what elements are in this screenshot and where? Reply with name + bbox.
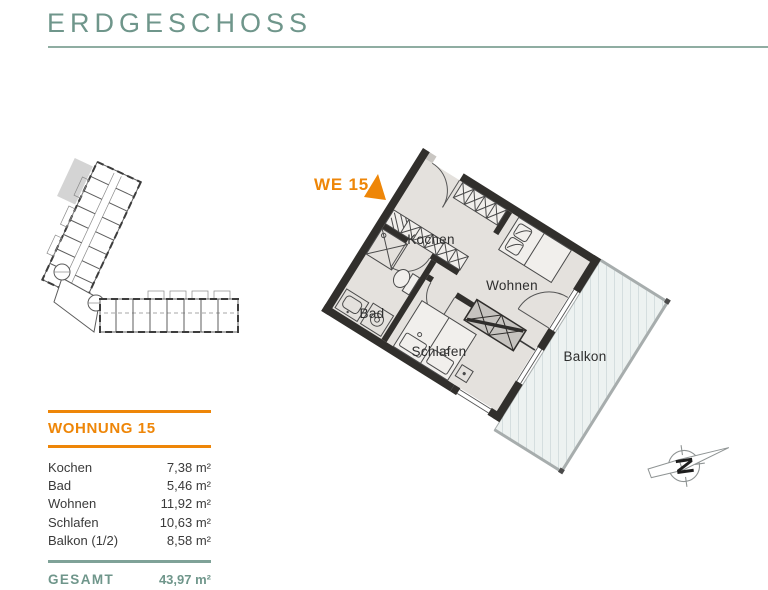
label-bad: Bad	[359, 306, 385, 321]
row-value: 5,46 m²	[166, 478, 211, 494]
row-label: Balkon (1/2)	[48, 532, 119, 548]
table-row	[48, 495, 211, 513]
table-rows	[48, 459, 211, 550]
table-row	[48, 477, 211, 495]
row-value: 8,58 m²	[166, 532, 211, 548]
table-top-rule	[48, 410, 211, 413]
table-row	[48, 514, 211, 532]
row-value: 10,63 m²	[159, 514, 211, 530]
total-label: GESAMT	[48, 572, 115, 588]
compass-north-letter: N	[669, 455, 699, 477]
table-title-rule	[48, 445, 211, 448]
north-arrow-icon	[645, 439, 733, 492]
row-value: 11,92 m²	[160, 496, 211, 512]
label-balkon: Balkon	[563, 349, 607, 364]
label-kochen: Kochen	[407, 232, 455, 247]
label-wohnen: Wohnen	[486, 278, 538, 293]
site-overview-plan	[22, 153, 238, 332]
unit-label: WE 15	[314, 175, 370, 194]
row-label: Wohnen	[48, 496, 97, 512]
row-label: Kochen	[48, 460, 93, 475]
table-row	[48, 532, 211, 550]
row-label: Schlafen	[48, 514, 99, 530]
row-value: 7,38 m²	[166, 460, 211, 475]
label-schlafen: Schlafen	[411, 344, 467, 359]
table-title: WOHNUNG 15	[48, 420, 156, 437]
table-total-row	[48, 572, 211, 587]
unit-marker	[314, 174, 386, 200]
table-row	[48, 459, 211, 477]
total-value: 43,97 m²	[158, 572, 211, 588]
row-label: Bad	[48, 478, 72, 494]
area-table	[48, 410, 211, 587]
page-title: ERDGESCHOSS	[47, 8, 313, 38]
table-total-rule	[48, 560, 211, 563]
